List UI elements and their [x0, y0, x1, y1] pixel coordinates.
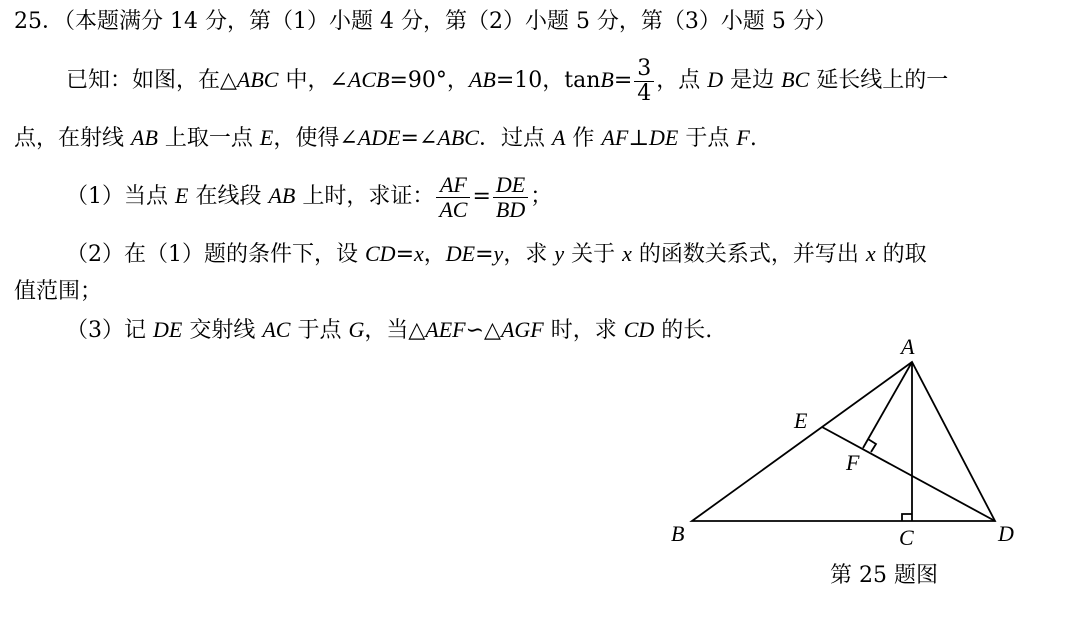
given-text-14: 作: [565, 126, 602, 151]
label-d: D: [998, 521, 1014, 546]
q1-point-e: E: [175, 183, 189, 208]
q2-x-2: x: [622, 241, 632, 266]
angle-abc: ABC: [437, 125, 479, 150]
right-angle-mark-c: [902, 514, 912, 521]
q1-frac2-den: BD: [495, 196, 526, 222]
given-text-12: =∠: [400, 126, 438, 151]
angle-ade: ADE: [357, 125, 401, 150]
angle-b: B: [600, 67, 614, 92]
given-text-9: 点，在射线: [14, 126, 131, 151]
q2-x-1: x: [414, 241, 424, 266]
q2-text-c: ，: [423, 242, 446, 267]
point-e: E: [259, 125, 274, 150]
triangle-abc: ABC: [236, 67, 279, 92]
q2-text-d: =: [475, 242, 494, 267]
q2-text-f: 关于: [564, 242, 623, 267]
label-c: C: [899, 525, 914, 550]
q3-text-d: ，当△: [364, 318, 426, 343]
given-text-8: 延长线上的一: [809, 68, 949, 93]
segment-af: AF: [601, 125, 629, 150]
label-f: F: [846, 450, 860, 475]
q2-x-3: x: [865, 241, 876, 266]
point-f: F: [736, 125, 750, 150]
figure-caption: 第 25 题图: [830, 563, 938, 588]
label-a: A: [901, 334, 915, 359]
given-text-2: 中，∠: [278, 68, 348, 93]
q3-de: DE: [153, 317, 183, 342]
tan-denominator: 4: [637, 80, 652, 106]
label-e: E: [794, 408, 808, 433]
q1-frac1-den: AC: [439, 196, 468, 222]
q3-text-h: 的长.: [654, 318, 713, 343]
segment-ab: AB: [468, 67, 496, 92]
q3-text-e: ∽△: [465, 318, 501, 343]
q3-g: G: [348, 317, 365, 342]
segment-af: [863, 362, 912, 448]
given-text-3: =90°，: [389, 68, 469, 93]
q1-frac2-num: DE: [493, 173, 528, 198]
q1-text: 上时，求证：: [295, 184, 435, 209]
q3-text-a: （3）记: [66, 318, 153, 343]
given-text-1: 已知：如图，在△: [66, 68, 237, 93]
q2-y-2: y: [554, 241, 565, 266]
q3-ac: AC: [262, 317, 291, 342]
segment-de: DE: [649, 125, 679, 150]
q1-segment-ab: AB: [268, 183, 296, 208]
q3-text-b: 交射线: [182, 318, 263, 343]
given-text-7: 是边: [723, 68, 782, 93]
side-bc: BC: [781, 67, 810, 92]
problem-header-text: 25．（本题满分 14 分，第（1）小题 4 分，第（2）小题 5 分，第（3）小题 5 分）: [14, 9, 837, 34]
q1-frac1-num: AF: [436, 173, 470, 198]
given-text-6: ，点: [656, 68, 708, 93]
q1-end: ；: [530, 184, 553, 209]
q2-y-1: y: [493, 241, 504, 266]
angle-acb: ACB: [347, 67, 390, 92]
label-b: B: [671, 521, 685, 546]
given-text-4: =10，tan: [495, 68, 601, 93]
q2-text-h: 的取: [875, 242, 927, 267]
q2-cd: CD: [365, 241, 396, 266]
given-text-16: 于点: [678, 126, 737, 151]
given-text-11: ，使得∠: [273, 126, 358, 151]
q1-equals: =: [472, 184, 491, 209]
q3-text-c: 于点: [290, 318, 349, 343]
q3-text-f: 时，求: [543, 318, 624, 343]
q1-prefix: （1）当点: [66, 184, 175, 209]
point-a: A: [551, 125, 566, 150]
point-d: D: [707, 67, 724, 92]
q3-agf: AGF: [500, 317, 544, 342]
tan-numerator: 3: [634, 57, 654, 82]
given-text-5: =: [613, 68, 633, 93]
given-text-10: 上取一点: [157, 126, 260, 151]
ray-ab: AB: [131, 125, 158, 150]
given-text-15: ⊥: [628, 126, 650, 151]
q2-text-a: （2）在（1）题的条件下，设: [66, 242, 365, 267]
q1-mid: 在线段: [188, 184, 269, 209]
given-text-17: .: [749, 126, 757, 151]
q2-de: DE: [445, 241, 476, 266]
q2-line-2-text: 值范围；: [14, 279, 103, 304]
q2-text-b: =: [395, 242, 414, 267]
q3-aef: AEF: [425, 317, 466, 342]
q2-text-g: 的函数关系式，并写出: [631, 242, 866, 267]
given-text-13: ．过点: [478, 126, 552, 151]
q2-text-e: ，求: [503, 242, 555, 267]
q3-cd: CD: [623, 317, 655, 342]
right-angle-mark-f: [868, 439, 876, 452]
